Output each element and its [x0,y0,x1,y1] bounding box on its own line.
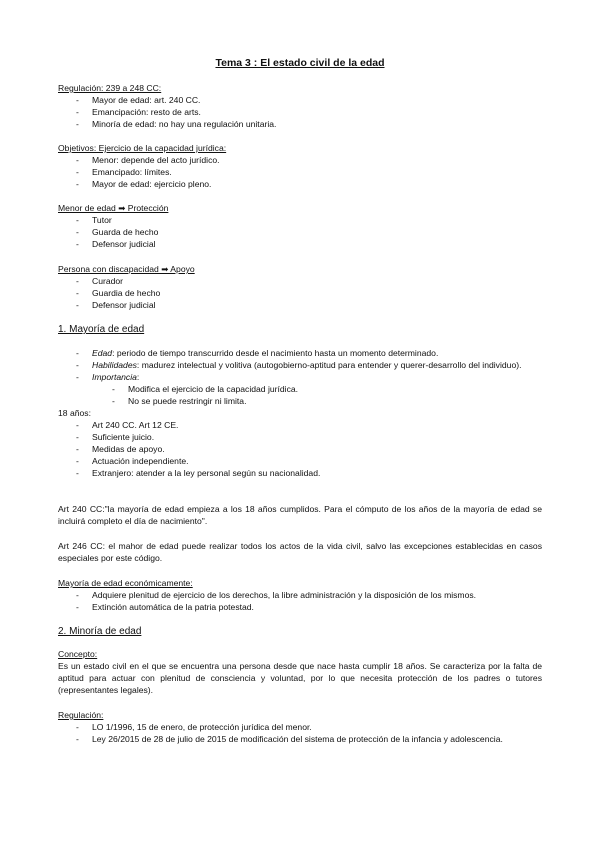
discapacidad-section [58,263,542,311]
list-item: - Emancipado: límites. [58,166,542,178]
age-label: 18 años: [58,408,91,418]
menor-section [58,202,542,250]
importancia-text: : [136,372,140,382]
list-item [58,359,542,371]
objetivos-list [58,154,542,190]
list-item: - No se puede restringir ni limita. [58,395,542,407]
list-item: - Suficiente juicio. [58,431,542,443]
objetivos-heading: Objetivos: Ejercicio de la capacidad jurídica: [58,143,227,153]
concepto-section [58,648,542,696]
list-item: - Extranjero: atender a la ley personal según su nacionalidad. [58,467,542,479]
list-item [58,371,542,383]
list-item: - Tutor [58,214,542,226]
mayoria-definitions [58,347,542,479]
edad-text: : periodo de tiempo transcurrido desde el nacimiento hasta un momento determinado. [112,348,439,358]
regulacion-section [58,82,542,130]
list-item: - Modifica el ejercicio de la capacidad jurídica. [58,383,542,395]
list-item: - Emancipación: resto de arts. [58,106,542,118]
list-item: - Mayor de edad: art. 240 CC. [58,94,542,106]
regulacion-heading: Regulación: 239 a 248 CC: [58,83,162,93]
concepto-heading: Concepto: [58,649,98,659]
regulacion-menor-list [58,721,542,745]
discapacidad-heading: Persona con discapacidad ➡ Apoyo [58,264,195,274]
list-item: - Menor: depende del acto jurídico. [58,154,542,166]
list-item: - Extinción automática de la patria potestad. [58,601,542,613]
list-item: - Defensor judicial [58,238,542,250]
definitions-list [58,347,542,383]
list-item: - LO 1/1996, 15 de enero, de protección jurídica del menor. [58,721,542,733]
menor-heading: Menor de edad ➡ Protección [58,203,169,213]
menor-list [58,214,542,250]
art240-paragraph: Art 240 CC:"la mayoría de edad empieza a los 18 años cumplidos. Para el cómputo de los años de la mayoría de edad se incluirá completo el día de nacimiento". [58,504,542,526]
list-item: - Curador [58,275,542,287]
list-item: - Defensor judicial [58,299,542,311]
art246-paragraph: Art 246 CC: el mahor de edad puede realizar todos los actos de la vida civil, salvo las excepciones establecidas en casos especiales por este código. [58,541,542,563]
list-item: - Actuación independiente. [58,455,542,467]
list-item: - Guarda de hecho [58,226,542,238]
economica-list [58,589,542,613]
age-list [58,419,542,479]
economica-section [58,577,542,613]
regulacion-list [58,94,542,130]
list-item: - Ley 26/2015 de 28 de julio de 2015 de modificación del sistema de protección de la infancia y adolescencia. [58,733,542,745]
section-1-heading: 1. Mayoría de edad [58,324,145,335]
economica-heading: Mayoría de edad económicamente: [58,578,193,588]
regulacion-menor-section [58,709,542,745]
page-title: Tema 3 : El estado civil de la edad [215,57,385,69]
section-2-heading: 2. Minoría de edad [58,626,142,637]
list-item: - Guardia de hecho [58,287,542,299]
habilidades-term: Habilidades [92,360,137,370]
list-item: - Adquiere plenitud de ejercicio de los derechos, la libre administración y la disposición de los mismos. [58,589,542,601]
importancia-term: Importancia [92,372,137,382]
importancia-list [58,383,542,407]
edad-term: Edad [92,348,113,358]
list-item [58,347,542,359]
discapacidad-list [58,275,542,311]
objetivos-section [58,142,542,190]
habilidades-text: : madurez intelectual y volitiva (autogobierno-aptitud para entender y querer-desarrollo del individuo). [136,360,522,370]
list-item: - Mayor de edad: ejercicio pleno. [58,178,542,190]
regulacion-menor-heading: Regulación: [58,710,104,720]
list-item: - Minoría de edad: no hay una regulación unitaria. [58,118,542,130]
list-item: - Medidas de apoyo. [58,443,542,455]
list-item: - Art 240 CC. Art 12 CE. [58,419,542,431]
concepto-paragraph: Es un estado civil en el que se encuentra una persona desde que nace hasta cumplir 18 años. Se caracteriza por la falta de aptitud para actuar con plenitud de consciencia y voluntad, por lo que necesita protección de los padres o tutores (representantes legales). [58,661,542,695]
